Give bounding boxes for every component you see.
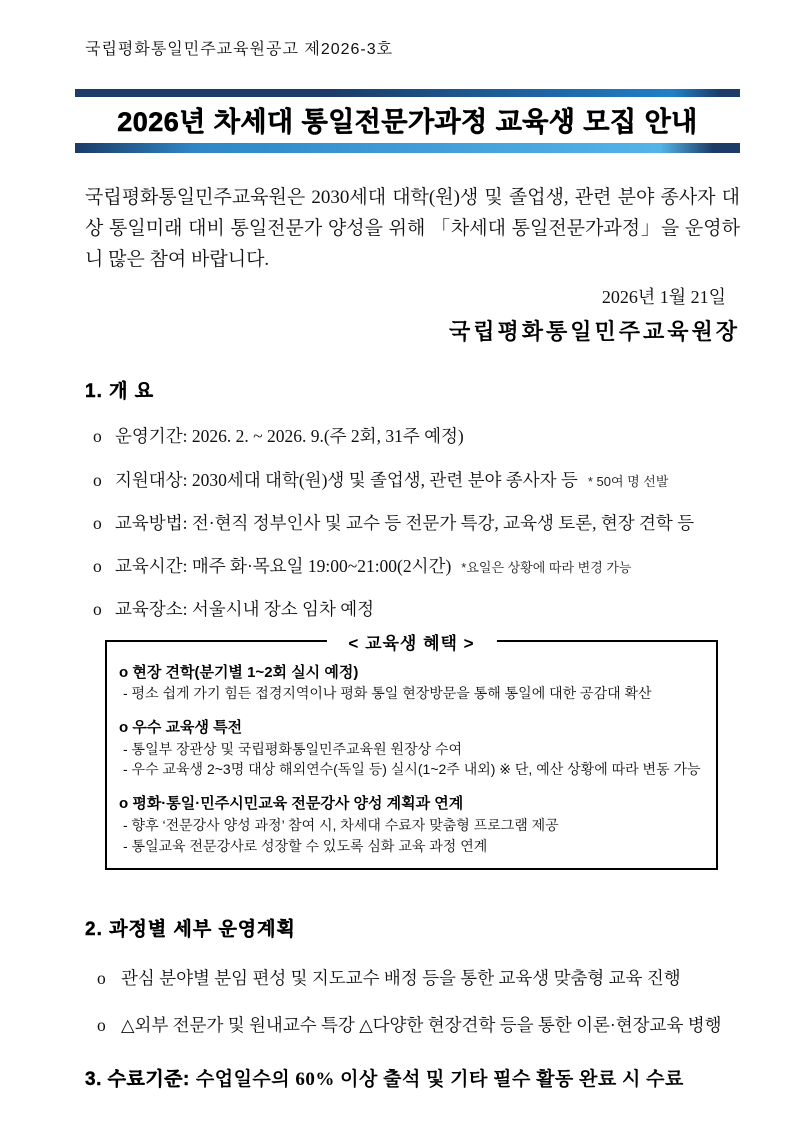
- benefit-item: - 평소 쉽게 가기 힘든 접경지역이나 평화 통일 현장방문을 통해 통일에 대한 공감대 확산: [123, 685, 652, 702]
- benefit-group-heading: o 현장 견학(분기별 1~2회 실시 예정): [119, 663, 359, 681]
- list-item-text: 관심 분야별 분임 편성 및 지도교수 배정 등을 통한 교육생 맞춤형 교육 진행: [121, 968, 681, 989]
- benefit-group: [119, 662, 702, 704]
- benefits-box-legend: < 교육생 혜택 >: [326, 629, 496, 654]
- section3-heading: 3. 수료기준:: [85, 1068, 190, 1090]
- list-item: [85, 553, 740, 579]
- section3-text: 수업일수의 60% 이상 출석 및 기타 필수 활동 완료 시 수료: [195, 1068, 684, 1090]
- bullet-marker: o: [93, 556, 102, 577]
- benefit-item: - 통일부 장관상 및 국립평화통일민주교육원 원장상 수여: [123, 740, 463, 757]
- list-item-note: * 50여 명 선발: [587, 473, 669, 489]
- benefit-group: [119, 717, 702, 780]
- issuer-signature: 국립평화통일민주교육원장: [448, 319, 740, 345]
- bullet-marker: o: [93, 469, 102, 490]
- section3-line: [85, 1064, 740, 1091]
- list-item: [85, 510, 740, 536]
- section2-bullet-list: [85, 965, 740, 1038]
- benefit-item: - 통일교육 전문강사로 성장할 수 있도록 심화 교육 과정 연계: [123, 837, 488, 854]
- benefit-item: - 우수 교육생 2~3명 대상 해외연수(독일 등) 실시(1~2주 내외) ※ 단, 예산 상황에 따라 변동 가능: [123, 761, 701, 778]
- section1-bullet-list: [85, 423, 740, 622]
- list-item-text: 지원대상: 2030세대 대학(원)생 및 졸업생, 관련 분야 종사자 등: [115, 469, 578, 490]
- bullet-marker: o: [93, 426, 102, 447]
- benefits-box: [105, 633, 718, 871]
- list-item-text: △외부 전문가 및 원내교수 특강 △다양한 현장견학 등을 통한 이론·현장교육 병행: [121, 1014, 722, 1035]
- intro-paragraph: 국립평화통일민주교육원은 2030세대 대학(원)생 및 졸업생, 관련 분야 종사자 대상 통일미래 대비 통일전문가 양성을 위해 「차세대 통일전문가과정」을 운영하니 많은 참여 바랍니다.: [85, 187, 740, 270]
- bullet-marker: o: [97, 1014, 106, 1035]
- list-item-text: 교육장소: 서울시내 장소 임차 예정: [115, 599, 375, 620]
- section2-heading: 2. 과정별 세부 운영계획: [85, 919, 296, 941]
- benefit-item: - 향후 ‘전문강사 양성 과정’ 참여 시, 차세대 수료자 맞춤형 프로그램 제공: [123, 816, 559, 833]
- benefit-group-heading: o 우수 교육생 특전: [119, 719, 243, 737]
- benefit-group: [119, 793, 702, 856]
- list-item: [85, 596, 740, 622]
- list-item: [85, 965, 740, 991]
- banner-bottom-bar: [75, 143, 740, 153]
- issue-date: 2026년 1월 21일: [601, 287, 726, 308]
- bullet-marker: o: [97, 968, 106, 989]
- list-item-text: 교육방법: 전·현직 정부인사 및 교수 등 전문가 특강, 교육생 토론, 현장 견학 등: [115, 512, 695, 533]
- benefit-group-heading: o 평화·통일·민주시민교육 전문강사 양성 계획과 연계: [119, 795, 464, 813]
- page-title: 2026년 차세대 통일전문가과정 교육생 모집 안내: [117, 107, 698, 137]
- list-item: [85, 1012, 740, 1038]
- list-item-text: 운영기간: 2026. 2. ~ 2026. 9.(주 2회, 31주 예정): [115, 426, 464, 447]
- section1-heading: 1. 개 요: [85, 381, 155, 403]
- banner-top-bar: [75, 89, 740, 97]
- list-item: [85, 467, 740, 493]
- list-item-note: *요일은 상황에 따라 변경 가능: [461, 560, 632, 576]
- bullet-marker: o: [93, 512, 102, 533]
- title-banner: [75, 89, 740, 153]
- list-item: [85, 423, 740, 449]
- notice-number: 국립평화통일민주교육원공고 제2026-3호: [85, 41, 394, 58]
- bullet-marker: o: [93, 599, 102, 620]
- list-item-text: 교육시간: 매주 화·목요일 19:00~21:00(2시간): [115, 556, 452, 577]
